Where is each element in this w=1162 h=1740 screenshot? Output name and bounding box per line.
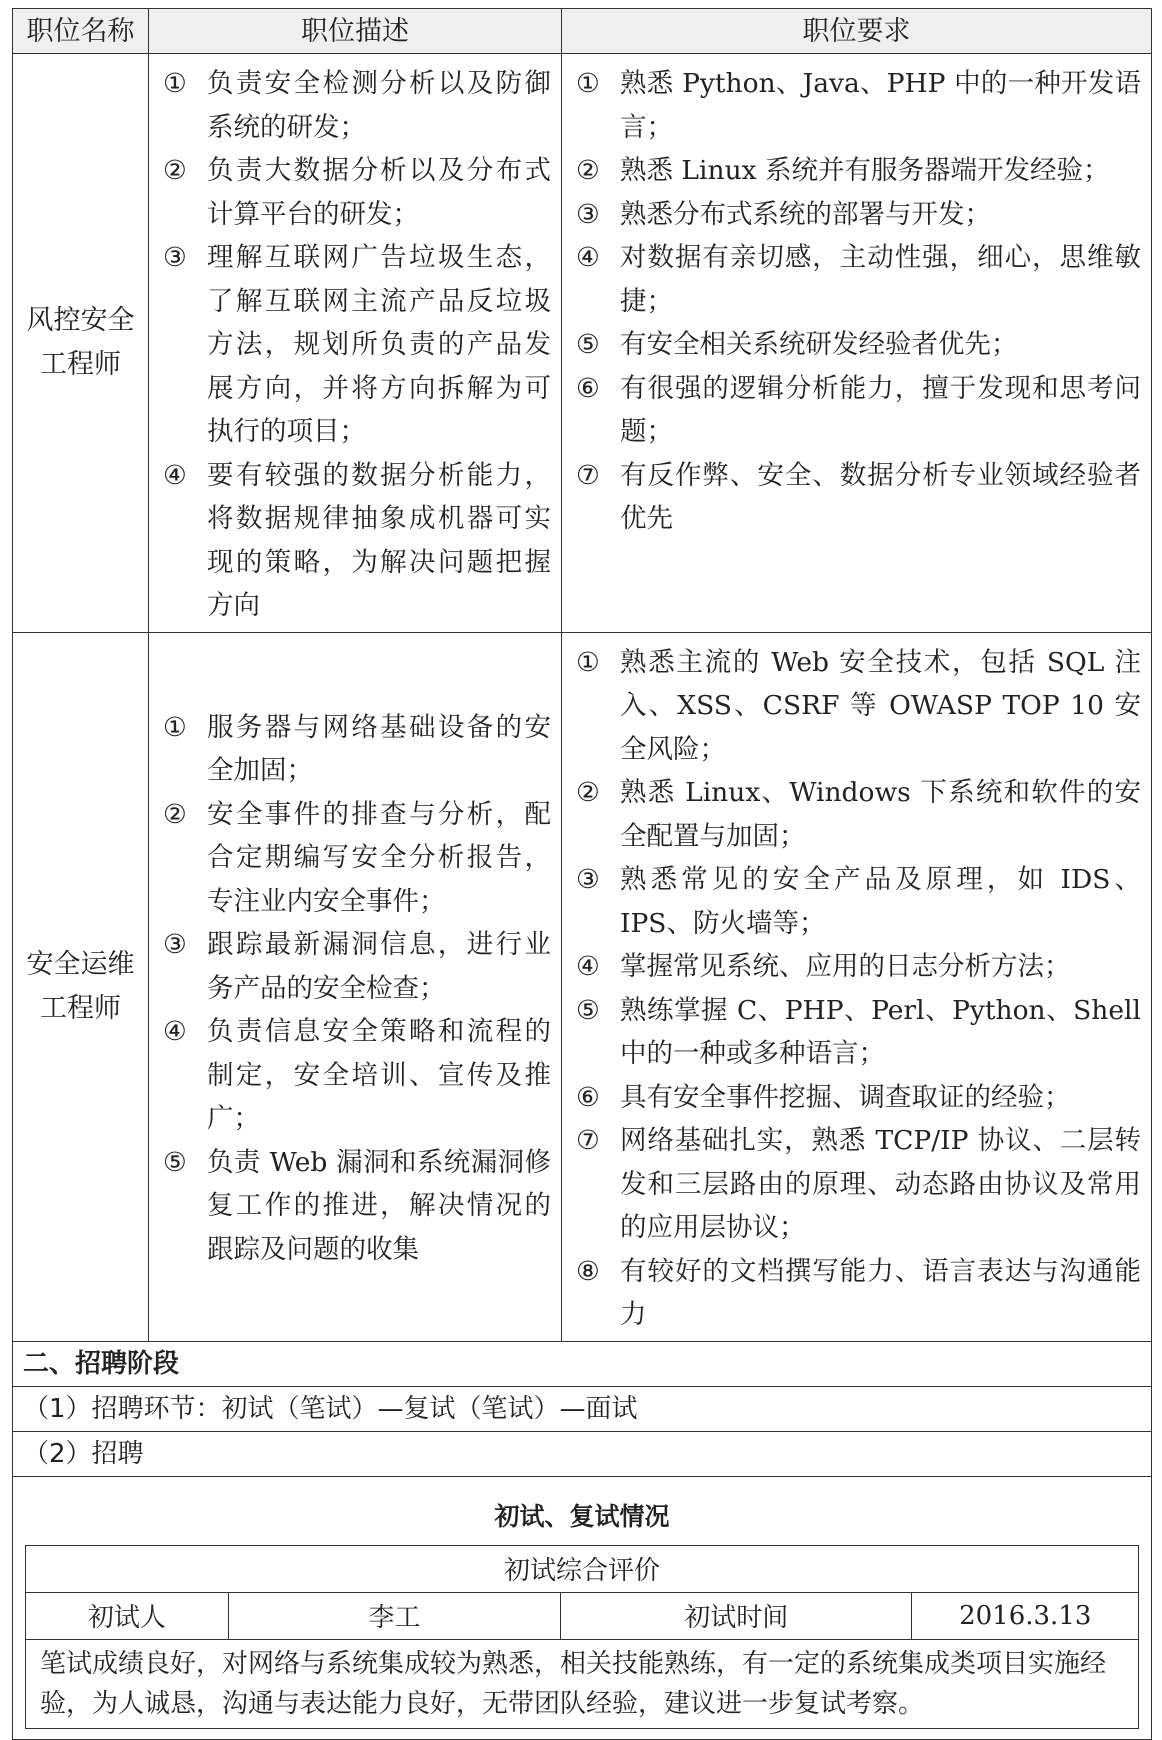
header-position-description: 职位描述	[149, 9, 562, 54]
list-item: ④ 要有较强的数据分析能力，将数据规律抽象成机器可实现的策略，为解决问题把握方向	[163, 459, 551, 621]
time-value: 2016.3.13	[912, 1592, 1139, 1639]
eval-title: 初试、复试情况	[494, 1501, 670, 1531]
list-item: ② 负责大数据分析以及分布式计算平台的研发；	[163, 155, 551, 230]
list-item: ③ 跟踪最新漏洞信息，进行业务产品的安全检查；	[163, 929, 551, 1004]
eval-table	[25, 1545, 1139, 1729]
interviewer-label: 初试人	[26, 1592, 229, 1639]
list-item: ② 熟悉 Linux 系统并有服务器端开发经验；	[576, 155, 1110, 186]
list-item: ⑥ 具有安全事件挖掘、调查取证的经验；	[576, 1081, 1071, 1113]
header-position-name: 职位名称	[13, 9, 149, 54]
requirements-cell	[562, 632, 1152, 1341]
recruit-stages: （1）招聘环节：初试（笔试）—复试（笔试）—面试	[13, 1386, 1152, 1431]
requirements-cell	[562, 54, 1152, 633]
list-item: ⑤ 有安全相关系统研发经验者优先；	[576, 329, 1018, 360]
list-item: ⑦ 网络基础扎实，熟悉 TCP/IP 协议、二层转发和三层路由的原理、动态路由协议及常用的应用层协议；	[576, 1125, 1141, 1243]
header-position-requirements: 职位要求	[562, 9, 1152, 54]
list-item: ③ 熟悉分布式系统的部署与开发；	[576, 198, 991, 230]
list-item: ② 熟悉 Linux、Windows 下系统和软件的安全配置与加固；	[576, 777, 1141, 852]
description-cell	[149, 54, 562, 633]
interviewer-value: 李工	[228, 1592, 560, 1639]
list-item: ④ 对数据有亲切感，主动性强，细心，思维敏捷；	[576, 242, 1141, 317]
table-row	[13, 54, 1152, 633]
table-row	[13, 632, 1152, 1341]
list-item: ⑦ 有反作弊、安全、数据分析专业领域经验者优先	[576, 459, 1141, 534]
list-item: ① 服务器与网络基础设备的安全加固；	[163, 711, 551, 787]
list-item: ③ 熟悉常见的安全产品及原理，如 IDS、IPS、防火墙等；	[576, 864, 1141, 939]
stages-row	[13, 1386, 1152, 1431]
list-item: ⑧ 有较好的文档撰写能力、语言表达与沟通能力	[576, 1255, 1141, 1330]
list-item: ① 负责安全检测分析以及防御系统的研发；	[163, 68, 551, 143]
time-label: 初试时间	[560, 1592, 912, 1639]
eval-header: 初试综合评价	[26, 1545, 1139, 1592]
job-document	[12, 8, 1151, 1740]
section-title: 二、招聘阶段	[13, 1341, 1152, 1386]
role-title: 安全运维工程师	[26, 948, 135, 1024]
job-table	[12, 8, 1152, 1740]
list-item: ① 熟悉 Python、Java、PHP 中的一种开发语言；	[576, 68, 1141, 143]
list-item: ② 安全事件的排查与分析，配合定期编写安全分析报告，专注业内安全事件；	[163, 798, 551, 917]
list-item: ⑤ 负责 Web 漏洞和系统漏洞修复工作的推进，解决情况的跟踪及问题的收集	[163, 1146, 551, 1265]
role-title: 风控安全工程师	[26, 304, 135, 380]
table-header-row	[13, 9, 1152, 54]
list-item: ⑥ 有很强的逻辑分析能力，擅于发现和思考问题；	[576, 372, 1141, 447]
description-cell	[149, 632, 562, 1341]
eval-comment: 笔试成绩良好，对网络与系统集成较为熟悉，相关技能熟练，有一定的系统集成类项目实施经验，为人诚恳，沟通与表达能力良好，无带团队经验，建议进一步复试考察。	[26, 1639, 1139, 1728]
recruit-label: （2）招聘	[13, 1431, 1152, 1476]
recruit-row	[13, 1431, 1152, 1476]
section-title-row	[13, 1341, 1152, 1386]
list-item: ⑤ 熟练掌握 C、PHP、Perl、Python、Shell 中的一种或多种语言；	[576, 994, 1141, 1069]
list-item: ④ 负责信息安全策略和流程的制定，安全培训、宣传及推广；	[163, 1016, 551, 1135]
list-item: ③ 理解互联网广告垃圾生态，了解互联网主流产品反垃圾方法，规划所负责的产品发展方向，并将方向拆解为可执行的项目；	[163, 242, 551, 447]
list-item: ④ 掌握常见系统、应用的日志分析方法；	[576, 951, 1071, 982]
eval-container-row	[13, 1476, 1152, 1739]
list-item: ① 熟悉主流的 Web 安全技术，包括 SQL 注入、XSS、CSRF 等 OWASP TOP 10 安全风险；	[576, 646, 1141, 765]
